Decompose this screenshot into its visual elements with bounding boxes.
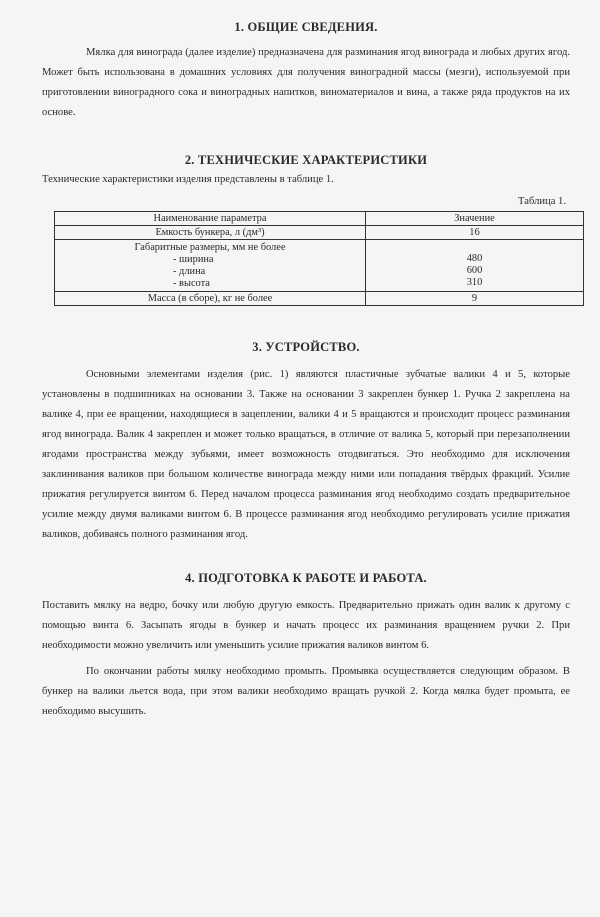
- section-1-paragraph: Мялка для винограда (далее изделие) предназначена для разминания ягод винограда и любых других ягод. Может быть использована в домашних условиях для получения виноградной массы (мезги), используемой при приготовлении виноградного сока и виноградных напитков, виноматериалов и вина, а также ряда продуктов на их основе.: [42, 47, 570, 118]
- param-value: 480: [466, 253, 483, 264]
- param-subname: - высота: [173, 278, 210, 289]
- table-header-name: Наименование параметра: [55, 212, 366, 226]
- section-2-title: 2. ТЕХНИЧЕСКИЕ ХАРАКТЕРИСТИКИ: [184, 153, 428, 167]
- section-4-paragraph: По окончании работы мялку необходимо промыть. Промывка осуществляется следующим образом. В бункер на валики льется вода, при этом валики необходимо вращать ручкой 2. Когда мялка будет промыта, ее необходимо высушить.: [42, 666, 570, 717]
- param-subname: - ширина: [173, 254, 214, 265]
- section-2-intro: Технические характеристики изделия представлены в таблице 1.: [42, 174, 334, 185]
- section-4-paragraph: Поставить мялку на ведро, бочку или любую другую емкость. Предварительно прижать один валик к другому с помощью винта 6. Засыпать ягоды в бункер и начать процесс их разминания вращением ручки 2. При необходимости можно увеличить или уменьшить усилие прижатия валиков винтом 6.: [42, 600, 570, 651]
- section-4-title: 4. ПОДГОТОВКА К РАБОТЕ И РАБОТА.: [185, 571, 427, 585]
- section-3-paragraph: Основными элементами изделия (рис. 1) являются пластичные зубчатые валики 4 и 5, которые установлены в подшипниках на основании 3. Также на основании 3 закреплен бункер 1. Ручка 2 закреплена на валике 4, при ее вращении, находящиеся в зацеплении, валики 4 и 5 вращаются и происходит процесс разминания ягод винограда. Валик 4 закреплен и может только вращаться, в отличие от валика 5, который при перезаполнении ягодами пространства между зубьями, имеет возможность отодвигаться. Это необходимо для исключения заклинивания валиков при большом количестве винограда между ними или попадания твёрдых фракций. Усилие прижатия регулируется винтом 6. Перед началом процесса разминания ягод необходимо создать предварительное усилие между двумя валиками винтом 6. В процессе разминания ягод необходимо регулировать усилие прижатия валиков, добиваясь полного разминания ягод.: [42, 369, 570, 540]
- table-row: [55, 226, 584, 240]
- param-value: 310: [466, 277, 483, 288]
- param-subname: - длина: [173, 266, 206, 277]
- param-name: Габаритные размеры, мм не более: [134, 242, 286, 253]
- table-header-row: [55, 212, 584, 226]
- table-row: [55, 292, 584, 306]
- param-name-group: [55, 240, 366, 292]
- section-1-title: 1. ОБЩИЕ СВЕДЕНИЯ.: [234, 20, 378, 34]
- table-header-value: Значение: [366, 212, 584, 226]
- param-value: 16: [366, 226, 584, 240]
- param-name: Емкость бункера, л (дм³): [55, 226, 366, 240]
- param-value: 600: [466, 265, 483, 276]
- section-3-title: 3. УСТРОЙСТВО.: [252, 340, 360, 354]
- specs-table: [54, 211, 584, 306]
- table-caption: Таблица 1.: [518, 196, 566, 207]
- table-row: [55, 240, 584, 292]
- param-value-group: [366, 240, 584, 292]
- param-value: 9: [366, 292, 584, 306]
- param-name: Масса (в сборе), кг не более: [55, 292, 366, 306]
